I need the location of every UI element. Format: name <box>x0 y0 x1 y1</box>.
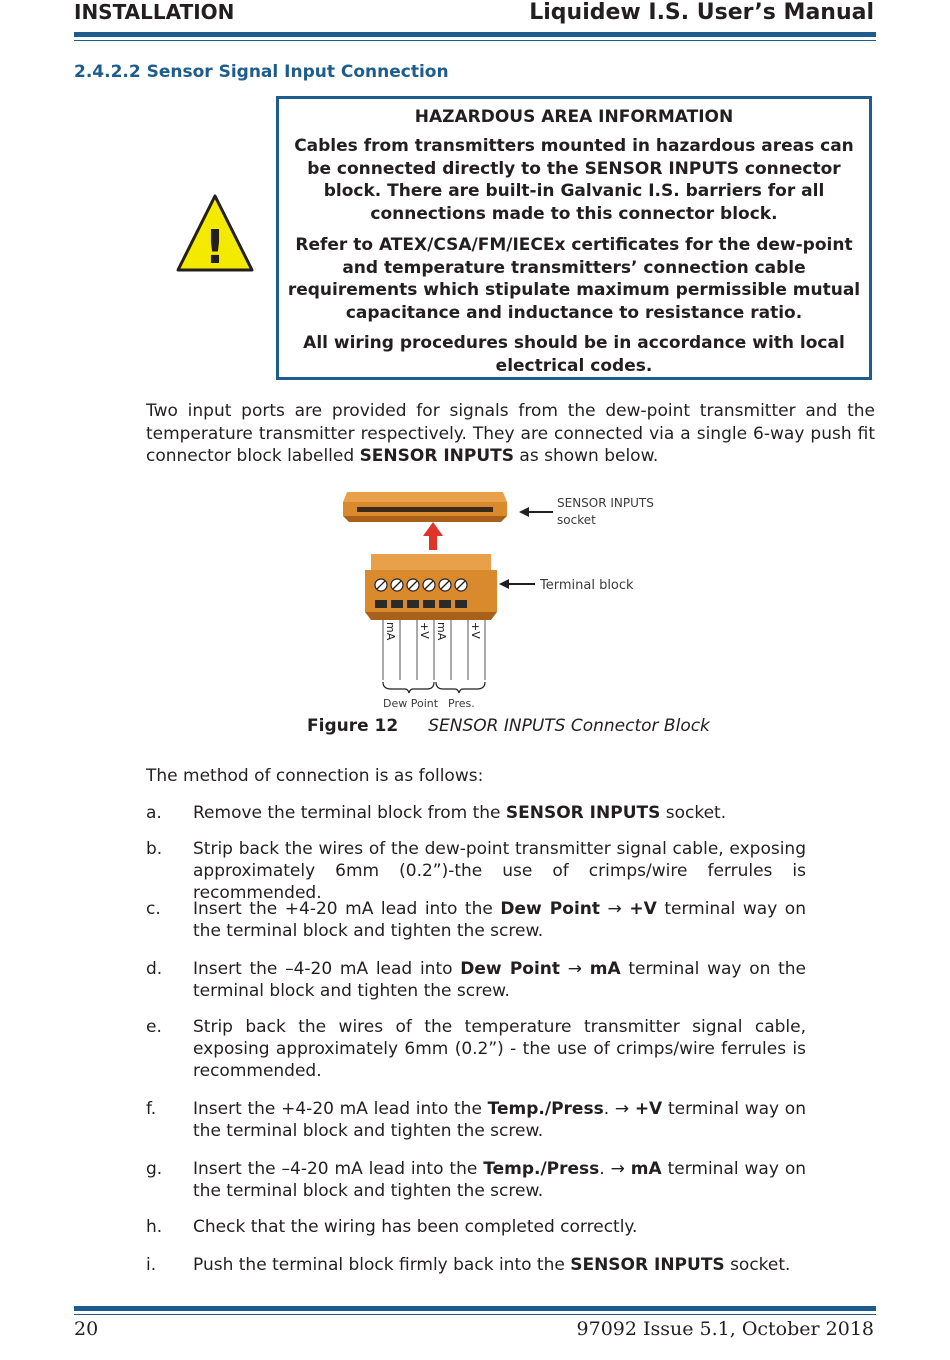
method-intro: The method of connection is as follows: <box>146 766 484 786</box>
hazard-box <box>276 96 872 380</box>
intro-paragraph: Two input ports are provided for signals from the dew-point transmitter and the temperature transmitter respectively. They are connected via a single 6-way push fit connector block labelled SENSOR INPUTS as shown below. <box>146 401 875 466</box>
warning-glyph: ! <box>204 220 226 273</box>
brace-pres <box>436 682 485 693</box>
list-item: g. Insert the –4-20 mA lead into the Temp./Press. → mA terminal way on the terminal block and tighten the screw. <box>146 1159 806 1201</box>
list-item: h. Check that the wiring has been completed correctly. <box>146 1217 638 1237</box>
header-rule <box>74 32 876 37</box>
list-item: i. Push the terminal block firmly back into the SENSOR INPUTS socket. <box>146 1255 791 1275</box>
wire-label-4: +V <box>469 622 482 639</box>
header-manual-title: Liquidew I.S. User’s Manual <box>529 0 874 25</box>
wire-label-2: +V <box>418 622 431 639</box>
figure-caption: Figure 12 SENSOR INPUTS Connector Block <box>307 716 710 736</box>
label-pres: Pres. <box>448 697 475 710</box>
wire-label-3: mA <box>435 622 448 641</box>
header-section: INSTALLATION <box>74 0 235 24</box>
label-sensor-inputs: SENSOR INPUTS <box>557 496 654 510</box>
hazard-para-3: All wiring procedures should be in accordance with local electrical codes. <box>303 333 845 376</box>
footer-rule <box>74 1306 876 1311</box>
connector-figure <box>335 484 665 714</box>
insert-arrow <box>423 522 443 550</box>
list-item: a. Remove the terminal block from the SENSOR INPUTS socket. <box>146 803 727 823</box>
warning-triangle-icon <box>176 193 254 273</box>
page-number: 20 <box>74 1318 99 1340</box>
terminal-pointer-arrowhead <box>499 579 509 589</box>
header-rule-thin <box>74 40 876 41</box>
sensor-inputs-socket <box>343 492 507 522</box>
label-socket: socket <box>557 513 596 527</box>
hazard-para-2: Refer to ATEX/CSA/FM/IECEx certificates for the dew-point and temperature transmitters’ connection cable requirements which stipulate maximum permissible mutual capacitance and inductance to resistance ratio. <box>287 235 861 323</box>
terminal-block <box>365 554 497 620</box>
label-terminal-block: Terminal block <box>540 578 634 593</box>
footer-rule-thin <box>74 1314 876 1315</box>
issue-info: 97092 Issue 5.1, October 2018 <box>576 1318 874 1340</box>
list-item: f. Insert the +4-20 mA lead into the Temp./Press. → +V terminal way on the terminal block and tighten the screw. <box>146 1099 806 1141</box>
list-item: c. Insert the +4-20 mA lead into the Dew Point → +V terminal way on the terminal block and tighten the screw. <box>146 899 806 941</box>
list-item: b. Strip back the wires of the dew-point transmitter signal cable, exposing approximately 6mm (0.2”)-the use of crimps/wire ferrules is recommended. <box>146 839 806 903</box>
label-dew-point: Dew Point <box>383 697 439 710</box>
wire-label-1: mA <box>384 622 397 641</box>
socket-pointer-arrowhead <box>519 507 529 517</box>
brace-dew-point <box>383 682 434 693</box>
section-title: 2.4.2.2 Sensor Signal Input Connection <box>74 62 449 82</box>
list-item: d. Insert the –4-20 mA lead into Dew Point → mA terminal way on the terminal block and tighten the screw. <box>146 959 806 1001</box>
hazard-para-1: Cables from transmitters mounted in hazardous areas can be connected directly to the SENSOR INPUTS connector block. There are built-in Galvanic I.S. barriers for all connections made to this connector block. <box>294 136 854 224</box>
list-item: e. Strip back the wires of the temperature transmitter signal cable, exposing approximately 6mm (0.2”) - the use of crimps/wire ferrules is recommended. <box>146 1017 806 1081</box>
hazard-title: HAZARDOUS AREA INFORMATION <box>414 107 734 127</box>
